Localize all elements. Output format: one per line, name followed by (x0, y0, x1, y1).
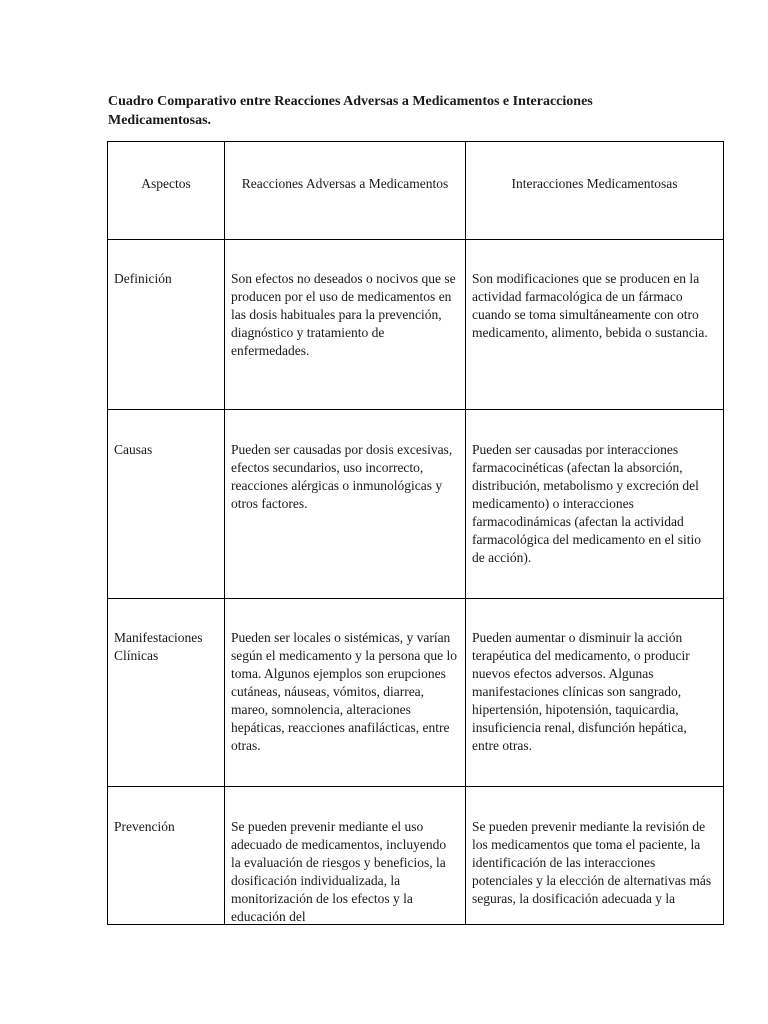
table-row (108, 599, 724, 787)
table-row (108, 787, 724, 925)
row-aspect: Manifestaciones Clínicas (108, 599, 225, 787)
header-interacciones: Interacciones Medicamentosas (466, 142, 724, 240)
row-adversas-cell: Se pueden prevenir mediante el uso adecuado de medicamentos, incluyendo la evaluación de riesgos y beneficios, la dosificación individualizada, la monitorización de los efectos y la educación del (225, 787, 466, 925)
row-aspect: Causas (108, 410, 225, 599)
row-adversas-cell: Son efectos no deseados o nocivos que se producen por el uso de medicamentos en las dosis habituales para la prevención, diagnóstico y tratamiento de enfermedades. (225, 240, 466, 410)
header-reacciones-adversas: Reacciones Adversas a Medicamentos (225, 142, 466, 240)
comparison-table (107, 141, 724, 925)
table-header-row (108, 142, 724, 240)
row-interacciones-cell: Son modificaciones que se producen en la actividad farmacológica de un fármaco cuando se toma simultáneamente con otro medicamento, alimento, bebida o sustancia. (466, 240, 724, 410)
table-row (108, 410, 724, 599)
row-interacciones-cell: Pueden ser causadas por interacciones farmacocinéticas (afectan la absorción, distribución, metabolismo y excreción del medicamento) o interacciones farmacodinámicas (afectan la actividad farmacológica del medicamento en el sitio de acción). (466, 410, 724, 599)
row-adversas-cell: Pueden ser locales o sistémicas, y varían según el medicamento y la persona que lo toma. Algunos ejemplos son erupciones cutáneas, náuseas, vómitos, diarrea, mareo, somnolencia, alteraciones hepáticas, reacciones anafilácticas, entre otras. (225, 599, 466, 787)
row-interacciones-cell: Se pueden prevenir mediante la revisión de los medicamentos que toma el paciente, la identificación de las interacciones potenciales y la elección de alternativas más seguras, la dosificación adecuada y la (466, 787, 724, 925)
row-adversas-cell: Pueden ser causadas por dosis excesivas, efectos secundarios, uso incorrecto, reacciones alérgicas o inmunológicas y otros factores. (225, 410, 466, 599)
row-aspect: Definición (108, 240, 225, 410)
header-aspectos: Aspectos (108, 142, 225, 240)
row-interacciones-cell: Pueden aumentar o disminuir la acción terapéutica del medicamento, o producir nuevos efectos adversos. Algunas manifestaciones clínicas son sangrado, hipertensión, hipotensión, taquicardia, insuficiencia renal, disfunción hepática, entre otras. (466, 599, 724, 787)
row-aspect: Prevención (108, 787, 225, 925)
table-row (108, 240, 724, 410)
document-title: Cuadro Comparativo entre Reacciones Adversas a Medicamentos e Interacciones Medicamentosas. (108, 94, 593, 128)
